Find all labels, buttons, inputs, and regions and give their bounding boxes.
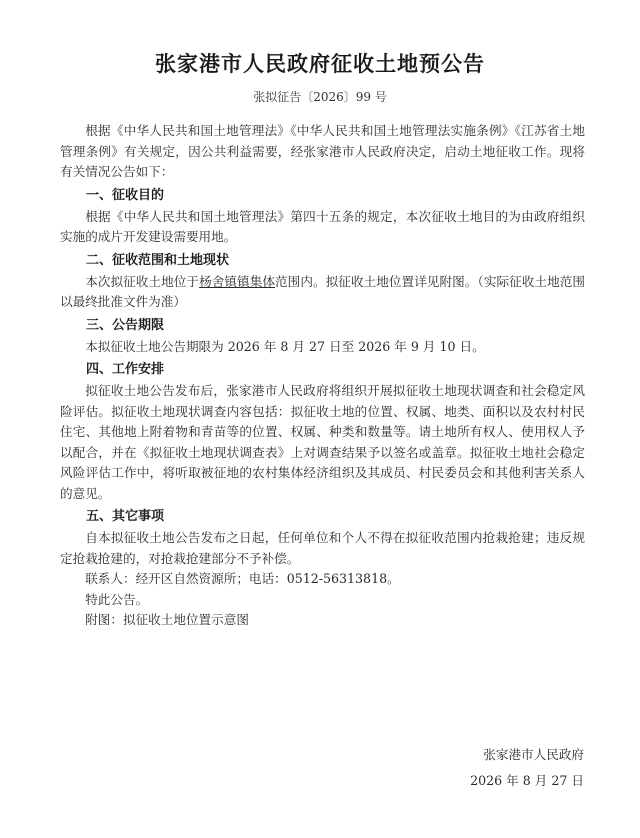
document-number: 张拟征告〔2026〕99 号 xyxy=(253,90,387,104)
signature-date: 2026 年 8 月 27 日 xyxy=(470,773,584,788)
signature-org: 张家港市人民政府 xyxy=(483,747,584,762)
notice-body xyxy=(60,121,585,631)
section-scope-paragraph xyxy=(60,272,585,313)
closing-line: 特此公告。 xyxy=(85,591,149,607)
section-heading-arrangement: 四、工作安排 xyxy=(86,362,165,377)
intro-paragraph: 根据《中华人民共和国土地管理法》《中华人民共和国土地管理法实施条例》《江苏省土地管理条例》有关规定，因公共利益需要，经张家港市人民政府决定，启动土地征收工作。现将有关情况公告如下： xyxy=(60,123,585,179)
attachment-line: 附图：拟征收土地位置示意图 xyxy=(85,612,249,627)
section-arrangement-paragraph: 拟征收土地公告发布后，张家港市人民政府将组织开展拟征收土地现状调查和社会稳定风险评估。拟征收土地现状调查内容包括：拟征收土地的位置、权属、地类、面积以及农村村民住宅、其他地上附着物和青苗等的位置、权属、种类和数量等。请土地所有权人、使用权人予以配合，并在《拟征收土地现状调查表》上对调查结果予以签名或盖章。拟征收土地社会稳定风险评估工作中，将听取被征地的农村集体经济组织及其成员、村民委员会和其他利害关系人的意见。 xyxy=(60,383,585,501)
page-title: 张家港市人民政府征收土地预公告 xyxy=(155,51,485,76)
section-heading-purpose: 一、征收目的 xyxy=(86,187,165,203)
section-other-paragraph: 自本拟征收土地公告发布之日起，任何单位和个人不得在拟征收范围内抢栽抢建；违反规定抢栽抢建的，对抢栽抢建部分不予补偿。 xyxy=(60,530,585,566)
scope-text-after: 范围内。拟征收土地位置详见附图。（实际征收土地范围以最终批准文件为准） xyxy=(60,273,586,309)
scope-text-before: 本次拟征收土地位于 xyxy=(85,273,200,289)
section-purpose-paragraph: 根据《中华人民共和国土地管理法》第四十五条的规定，本次征收土地目的为由政府组织实施的成片开发建设需要用地。 xyxy=(60,208,585,244)
contact-line: 联系人：经开区自然资源所；电话：0512-56313818。 xyxy=(85,571,400,586)
section-heading-period: 三、公告期限 xyxy=(86,317,165,333)
section-period-paragraph: 本拟征收土地公告期限为 2026 年 8 月 27 日至 2026 年 9 月 10 日。 xyxy=(85,338,485,354)
section-heading-scope: 二、征收范围和土地现状 xyxy=(86,252,230,268)
scope-location-underlined: 杨舍镇镇集体 xyxy=(199,273,276,289)
section-heading-other: 五、其它事项 xyxy=(86,509,165,524)
